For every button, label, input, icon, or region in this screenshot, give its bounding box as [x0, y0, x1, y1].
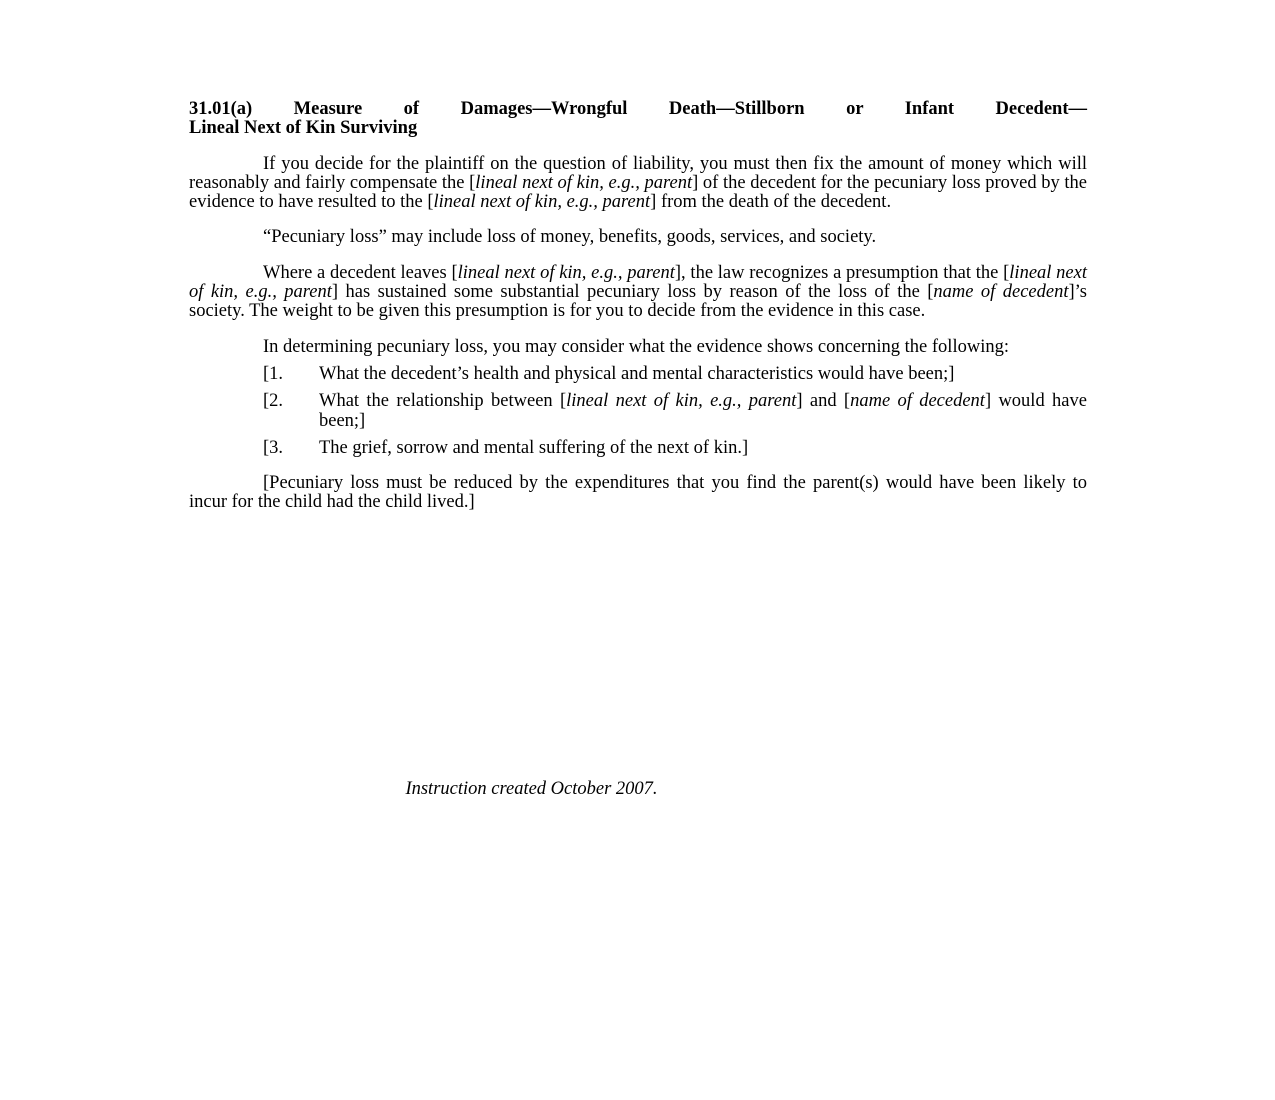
text-run: What the relationship between [: [319, 391, 567, 412]
text-run: ], the law recognizes a presumption that the [: [674, 262, 1010, 283]
placeholder-decedent-name: name of decedent: [933, 282, 1069, 303]
placeholder-next-of-kin: lineal next of kin, e.g., parent: [566, 391, 797, 412]
placeholder-decedent-name: name of decedent: [850, 391, 985, 412]
text-run: ] from the death of the decedent.: [650, 192, 892, 213]
title-line-1: 31.01(a) Measure of Damages—Wrongful Death—Stillborn or Infant Decedent—: [189, 99, 1087, 119]
list-item-text: What the decedent’s health and physical and mental characteristics would have been;]: [319, 363, 955, 384]
text-run: ]’s society. The weight to be given this presumption is for you to decide from the evidence in this case.: [189, 282, 1087, 322]
factors-list: [189, 365, 1087, 458]
text-run: ] and [: [796, 391, 851, 412]
list-item-text: [319, 392, 1087, 431]
placeholder-next-of-kin: lineal next of kin, e.g., parent: [475, 172, 693, 193]
placeholder-next-of-kin: lineal next of kin, e.g., parent: [457, 262, 675, 283]
paragraph-expenditures: [Pecuniary loss must be reduced by the expenditures that you find the parent(s) would have been likely to incur for the child had the child lived.]: [189, 473, 1087, 513]
list-item-number: [3.: [263, 437, 284, 458]
text-run: ] of the decedent for the pecuniary loss proved by the evidence to have resulted to the [: [189, 172, 1087, 213]
text-run: ] would have been;]: [319, 391, 1087, 431]
text-run: Where a decedent leaves [: [263, 262, 458, 283]
text-run: ] has sustained some substantial pecuniary loss by reason of the loss of the [: [331, 282, 934, 303]
paragraph-pecuniary-loss-definition: “Pecuniary loss” may include loss of money, benefits, goods, services, and society.: [263, 227, 877, 248]
title-line-2: Lineal Next of Kin Surviving: [189, 118, 418, 139]
paragraph-determining-loss: In determining pecuniary loss, you may consider what the evidence shows concerning the following:: [263, 336, 1009, 357]
text-run: If you decide for the plaintiff on the question of liability, you must then fix the amount of money which will reasonably and fairly compensate the [: [189, 153, 1087, 193]
paragraph-presumption: [189, 264, 1087, 322]
list-item-number: [1.: [263, 363, 284, 384]
list-item: [189, 439, 1087, 458]
list-item: [189, 392, 1087, 431]
list-item-number: [2.: [263, 391, 284, 412]
placeholder-next-of-kin: lineal next of kin, e.g., parent: [189, 262, 1087, 303]
paragraph-liability: [189, 155, 1087, 213]
instruction-title: [189, 100, 1087, 139]
document-page: [189, 100, 1087, 529]
placeholder-next-of-kin: lineal next of kin, e.g., parent: [433, 192, 651, 213]
instruction-created-note: Instruction created October 2007.: [405, 779, 658, 799]
list-item-text: The grief, sorrow and mental suffering of the next of kin.]: [319, 437, 749, 458]
list-item: [189, 365, 1087, 384]
